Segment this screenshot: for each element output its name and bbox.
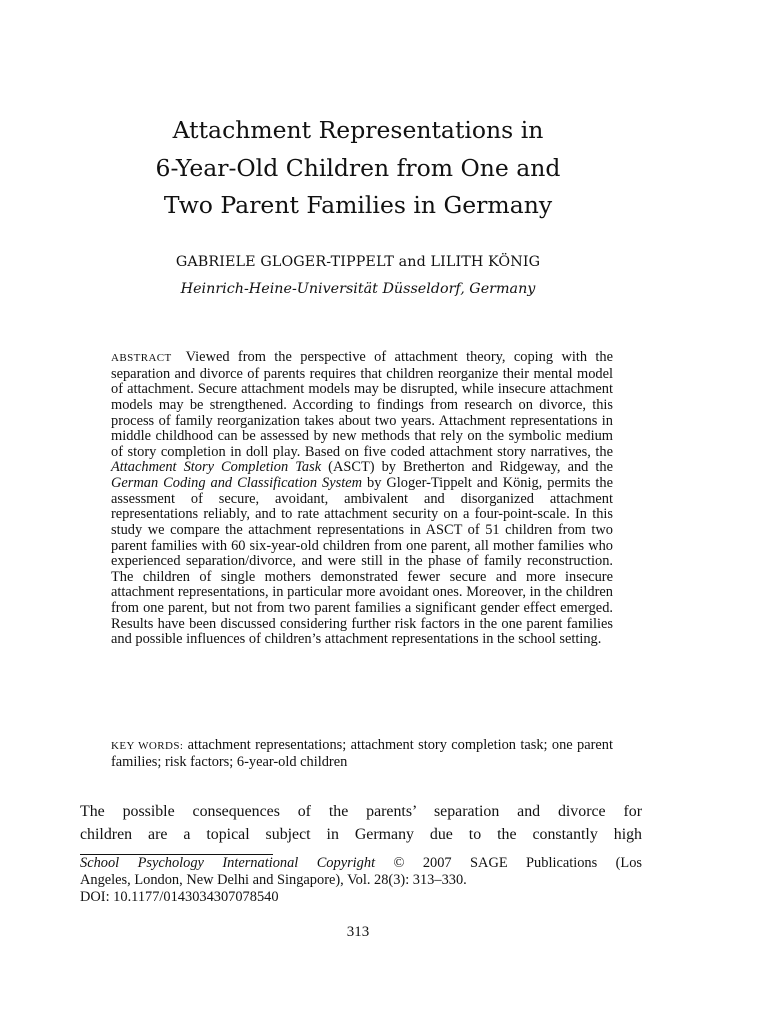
author-names: GABRIELE GLOGER-TIPPELT and LILITH KÖNIG <box>175 254 541 270</box>
abstract-italic-1: Attachment Story Completion Task <box>111 459 322 476</box>
abstract-label: ABSTRACT <box>111 352 172 364</box>
body-line-1: The possible consequences of the parents’ separation and divorce for <box>80 803 642 820</box>
body-line-2: children are a topical subject in Germany due to the constantly high <box>80 826 642 843</box>
body-paragraph <box>80 800 642 846</box>
keywords-label: KEY WORDS: <box>111 740 184 752</box>
abstract-text-1: Viewed from the perspective of attachment theory, coping with the separation and divorce of parents requires that children reorganize their mental model of attachment. Secure attachment models may be disrupted, while insecure attachment models may be strengthened. According to findings from research on divorce, this process of family reorganization takes about two years. Attachment representations in middle childhood can be assessed by new methods that rely on the symbolic medium of story completion in doll play. Based on five coded attachment story narratives, the <box>111 349 613 460</box>
journal-name: School Psychology International Copyright <box>80 855 376 871</box>
footnote-line-2: Angeles, London, New Delhi and Singapore), Vol. 28(3): 313–330. <box>80 872 467 888</box>
abstract <box>111 350 613 648</box>
title-line-2: 6-Year-Old Children from One and <box>155 153 561 182</box>
copyright-footnote <box>80 855 642 906</box>
footnote-doi: DOI: 10.1177/0143034307078540 <box>80 889 279 905</box>
title-line-3: Two Parent Families in Germany <box>163 191 553 219</box>
footnote-publisher: © 2007 SAGE Publications (Los <box>375 855 643 871</box>
keywords <box>111 738 613 770</box>
keywords-text: attachment representations; attachment story completion task; one parent families; risk factors; 6-year-old children <box>111 737 613 770</box>
abstract-text-3: by Gloger-Tippelt and König, permits the assessment of secure, avoidant, ambivalent and disorganized attachment representations reliably, and to rate attachment security on a four-point-scale. In this study we compare the attachment representations in ASCT of 51 children from two parent families with 60 six-year-old children from one parent, all mother families who experienced separation/divorce, and were still in the phase of family reconstruction. The children of single mothers demonstrated fewer secure and more insecure attachment representations, in particular more avoidant ones. Moreover, in the children from one parent, but not from two parent families a significant gender effect emerged. Results have been discussed considering further risk factors in the one parent families and possible influences of children’s attachment representations in the school setting. <box>111 475 613 648</box>
title-line-1: Attachment Representations in <box>172 116 544 144</box>
author-affiliation: Heinrich-Heine-Universität Düsseldorf, Germany <box>180 281 536 297</box>
footnote-line-1 <box>80 855 642 872</box>
abstract-text-2: (ASCT) by Bretherton and Ridgeway, and the <box>321 459 613 476</box>
paper-title <box>0 112 716 225</box>
abstract-italic-2: German Coding and Classification System <box>111 475 363 491</box>
page-number: 313 <box>346 924 370 940</box>
